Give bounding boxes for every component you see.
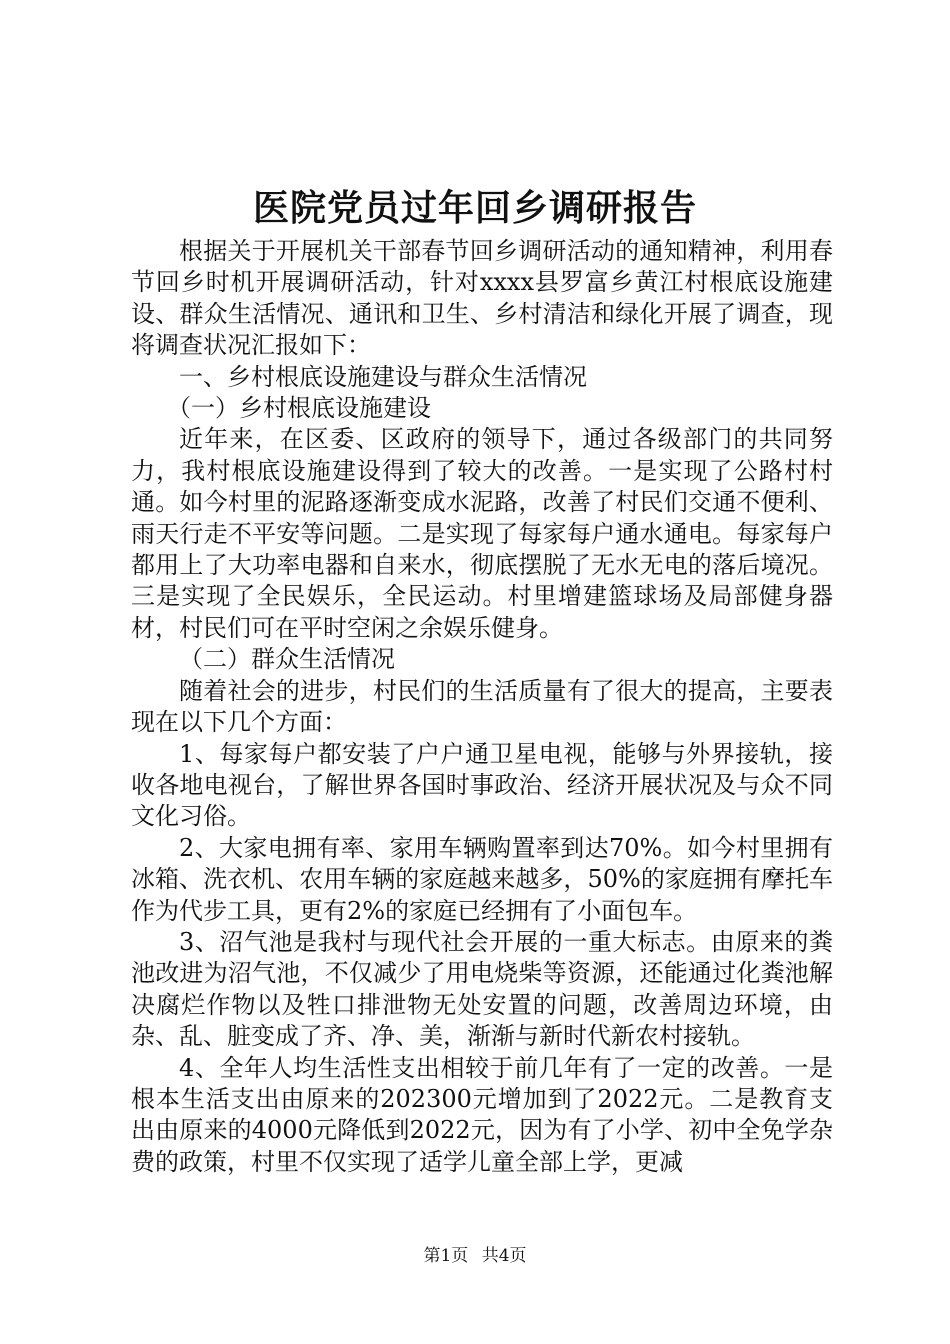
list-item-3: 3、沼气池是我村与现代社会开展的一重大标志。由原来的粪池改进为沼气池，不仅减少了用电烧柴等资源，还能通过化粪池解决腐烂作物以及牲口排泄物无处安置的问题，改善周边环境，由杂、乱、脏变成了齐、净、美，渐渐与新时代新农村接轨。 (131, 927, 833, 1051)
page-total: 共4页 (481, 1246, 527, 1266)
page-number: 第1页 (423, 1246, 469, 1266)
subsection-heading-1: （一）乡村根底设施建设 (167, 394, 431, 423)
paragraph-intro: 根据关于开展机关干部春节回乡调研活动的通知精神，利用春节回乡时机开展调研活动，针对xxxx县罗富乡黄江村根底设施建设、群众生活情况、通讯和卫生、乡村清洁和绿化开展了调查，现将调查状况汇报如下： (131, 237, 833, 360)
list-item-1: 1、每家每户都安装了户户通卫星电视，能够与外界接轨，接收各地电视台，了解世界各国时事政治、经济开展状况及与众不同文化习俗。 (131, 739, 833, 831)
paragraph-infrastructure: 近年来，在区委、区政府的领导下，通过各级部门的共同努力，我村根底设施建设得到了较大的改善。一是实现了公路村村通。如今村里的泥路逐渐变成水泥路，改善了村民们交通不便利、雨天行走不平安等问题。二是实现了每家每户通水通电。每家每户都用上了大功率电器和自来水，彻底摆脱了无水无电的落后境况。三是实现了全民娱乐，全民运动。村里增建篮球场及局部健身器材，村民们可在平时空闲之余娱乐健身。 (131, 425, 833, 642)
page-footer (0, 1244, 950, 1268)
subsection-heading-2: （二）群众生活情况 (179, 645, 395, 674)
section-heading-1: 一、乡村根底设施建设与群众生活情况 (179, 362, 587, 391)
document-title: 医院党员过年回乡调研报告 (252, 187, 697, 229)
paragraph-living-intro: 随着社会的进步，村民们的生活质量有了很大的提高，主要表现在以下几个方面： (131, 676, 833, 737)
document-body (131, 236, 833, 1178)
list-item-4: 4、全年人均生活性支出相较于前几年有了一定的改善。一是根本生活支出由原来的202300元增加到了2022元。二是教育支出由原来的4000元降低到2022元，因为有了小学、初中全免学杂费的政策，村里不仅实现了适学儿童全部上学，更减 (131, 1053, 833, 1176)
list-item-2: 2、大家电拥有率、家用车辆购置率到达70%。如今村里拥有冰箱、洗衣机、农用车辆的家庭越来越多，50%的家庭拥有摩托车作为代步工具，更有2%的家庭已经拥有了小面包车。 (131, 833, 833, 925)
